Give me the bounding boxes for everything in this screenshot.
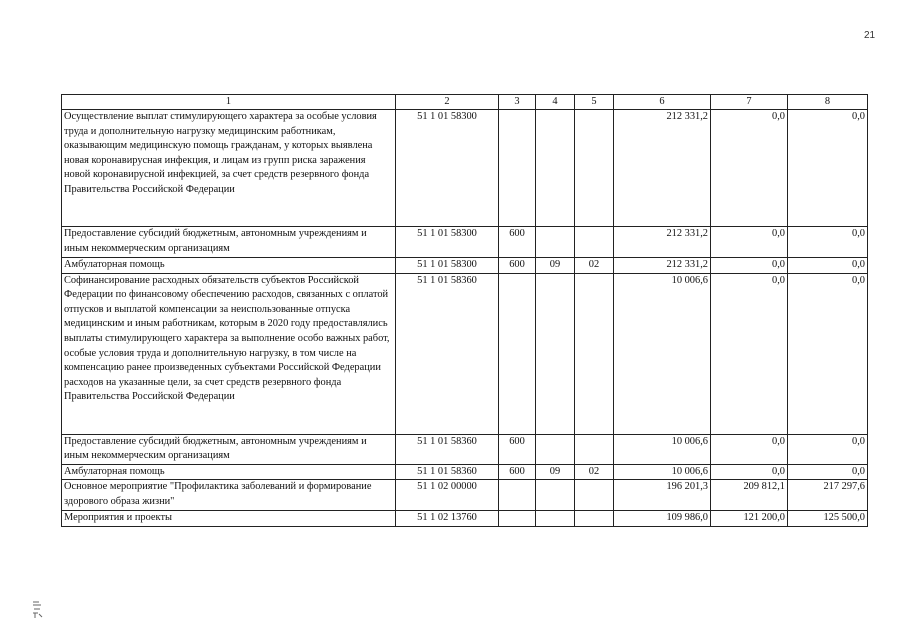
row-name: Основное мероприятие "Профилактика заболеваний и формирование здорового образа жизни" — [62, 480, 396, 511]
row-vr — [499, 511, 536, 527]
row-vr — [499, 273, 536, 434]
row-pr — [575, 227, 614, 258]
row-pr — [575, 480, 614, 511]
row-value-8: 0,0 — [788, 110, 868, 227]
row-name: Мероприятия и проекты — [62, 511, 396, 527]
row-value-8: 0,0 — [788, 227, 868, 258]
row-vr — [499, 480, 536, 511]
col-header-1: 1 — [62, 95, 396, 110]
table-row — [62, 273, 868, 434]
row-pr — [575, 110, 614, 227]
row-value-6: 10 006,6 — [614, 273, 711, 434]
row-value-7: 0,0 — [711, 110, 788, 227]
row-vr: 600 — [499, 464, 536, 480]
row-rz — [536, 434, 575, 464]
row-rz — [536, 273, 575, 434]
table-row — [62, 511, 868, 527]
row-value-6: 10 006,6 — [614, 434, 711, 464]
row-rz: 09 — [536, 258, 575, 274]
table-row — [62, 110, 868, 227]
page-number: 21 — [864, 30, 876, 41]
row-vr: 600 — [499, 227, 536, 258]
header-row — [62, 95, 868, 110]
row-name: Софинансирование расходных обязательств субъектов Российской Федерации по финансовому обеспечению расходов, связанных с оплатой отпусков и выплатой компенсации за неиспользованные отпуска медицинским и иным работникам, которым в 2020 году предоставлялись выплаты стимулирующего характера за выполнение особо важных работ, особые условия труда и дополнительную нагрузку, в том числе на компенсацию ранее произведенных субъектами Российской Федерации расходов на указанные цели, за счет средств резервного фонда Правительства Российской Федерации — [62, 273, 396, 434]
row-rz — [536, 511, 575, 527]
row-pr: 02 — [575, 258, 614, 274]
row-pr: 02 — [575, 464, 614, 480]
row-pr — [575, 434, 614, 464]
row-csr: 51 1 01 58300 — [396, 110, 499, 227]
col-header-8: 8 — [788, 95, 868, 110]
table-row — [62, 227, 868, 258]
row-value-6: 212 331,2 — [614, 227, 711, 258]
row-rz: 09 — [536, 464, 575, 480]
row-value-7: 0,0 — [711, 464, 788, 480]
row-value-6: 10 006,6 — [614, 464, 711, 480]
row-value-7: 0,0 — [711, 434, 788, 464]
row-value-7: 209 812,1 — [711, 480, 788, 511]
table-row — [62, 434, 868, 464]
col-header-4: 4 — [536, 95, 575, 110]
row-name: Предоставление субсидий бюджетным, автономным учреждениям и иным некоммерческим организациям — [62, 227, 396, 258]
row-rz — [536, 110, 575, 227]
row-rz — [536, 480, 575, 511]
row-csr: 51 1 01 58360 — [396, 434, 499, 464]
row-pr — [575, 273, 614, 434]
row-name: Осуществление выплат стимулирующего характера за особые условия труда и дополнительную нагрузку медицинским работникам, оказывающим медицинскую помощь гражданам, у которых выявлена новая коронавирусная инфекция, и лицам из групп риска заражения новой коронавирусной инфекцией, за счет средств резервного фонда Правительства Российской Федерации — [62, 110, 396, 227]
row-vr: 600 — [499, 258, 536, 274]
table-row — [62, 464, 868, 480]
row-value-8: 0,0 — [788, 273, 868, 434]
row-name: Предоставление субсидий бюджетным, автономным учреждениям и иным некоммерческим организациям — [62, 434, 396, 464]
row-csr: 51 1 01 58360 — [396, 273, 499, 434]
row-value-8: 217 297,6 — [788, 480, 868, 511]
row-value-7: 0,0 — [711, 273, 788, 434]
col-header-2: 2 — [396, 95, 499, 110]
row-value-6: 212 331,2 — [614, 110, 711, 227]
row-value-7: 0,0 — [711, 227, 788, 258]
row-value-8: 0,0 — [788, 464, 868, 480]
row-rz — [536, 227, 575, 258]
row-vr — [499, 110, 536, 227]
col-header-3: 3 — [499, 95, 536, 110]
row-value-6: 196 201,3 — [614, 480, 711, 511]
row-csr: 51 1 01 58300 — [396, 227, 499, 258]
row-value-6: 109 986,0 — [614, 511, 711, 527]
row-value-7: 0,0 — [711, 258, 788, 274]
row-name: Амбулаторная помощь — [62, 258, 396, 274]
row-value-6: 212 331,2 — [614, 258, 711, 274]
row-name: Амбулаторная помощь — [62, 464, 396, 480]
scan-artifact-icon — [31, 600, 45, 620]
table-row — [62, 480, 868, 511]
row-csr: 51 1 02 00000 — [396, 480, 499, 511]
row-value-8: 0,0 — [788, 258, 868, 274]
budget-table — [61, 94, 868, 527]
margin-scan-mark — [31, 600, 45, 622]
row-csr: 51 1 02 13760 — [396, 511, 499, 527]
col-header-6: 6 — [614, 95, 711, 110]
row-value-8: 125 500,0 — [788, 511, 868, 527]
row-vr: 600 — [499, 434, 536, 464]
row-value-8: 0,0 — [788, 434, 868, 464]
row-csr: 51 1 01 58300 — [396, 258, 499, 274]
row-pr — [575, 511, 614, 527]
row-csr: 51 1 01 58360 — [396, 464, 499, 480]
table-row — [62, 258, 868, 274]
col-header-5: 5 — [575, 95, 614, 110]
col-header-7: 7 — [711, 95, 788, 110]
row-value-7: 121 200,0 — [711, 511, 788, 527]
